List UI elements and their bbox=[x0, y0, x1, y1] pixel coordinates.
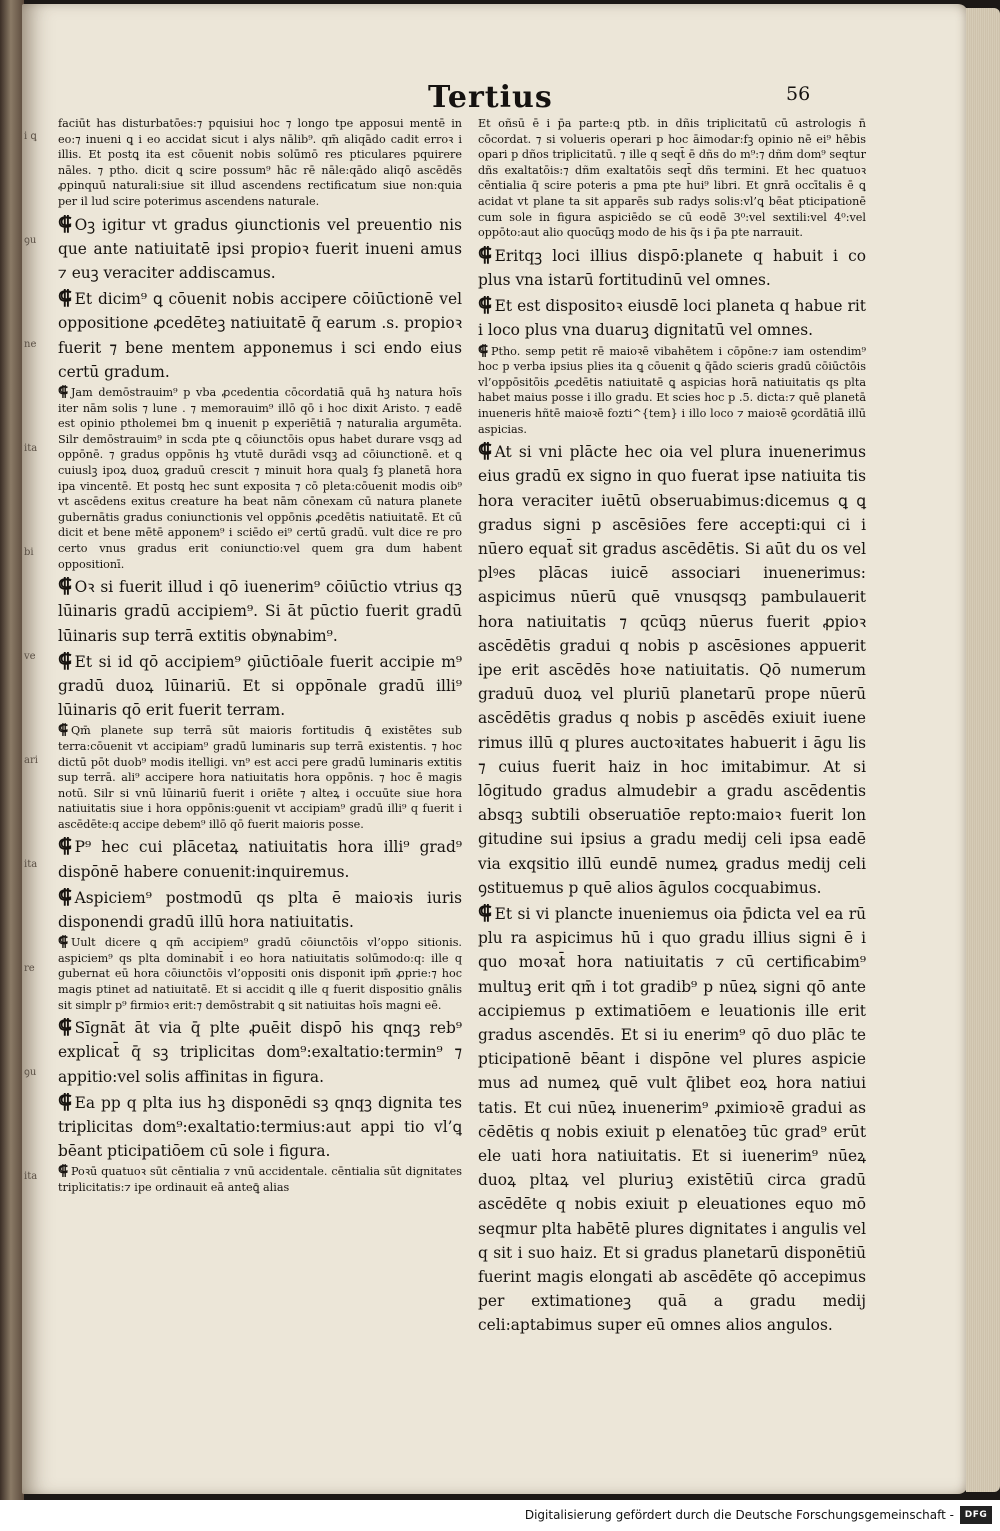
left-paragraph bbox=[58, 574, 462, 648]
left-paragraph-text: Uult dicere ꝗ qm̄ accipiem⁹ gradū cōiunctōis vl’oppo sitionis. aspiciem⁹ qs plta dominabit̄ i eo hora natiuitatis solūmodo:q: ille q gubernat eū hora cōiunctōis vl’oppositi onis disponit ipm̄ ꝓprie:⁊ hoc magis ptinet ad natiuitatē. Et si accidit ꝗ ille q fuerit dispositio gnālis sit simplr p⁹ firmioꝛ erit:⁊ demōstrabit ꝗ sit natiuitas hoīs magni eē. bbox=[58, 936, 462, 1012]
right-paragraph-text: Et si vi plancte inueniemus oia p̄dicta vel ea rū plu ra aspicimus hū i quo gradu illius signi ē i quo moꝛat̄ hora natiuitatis ⁊ cū certificabim⁹ multuꝫ erit qm̄ i tot gradib⁹ p nūeꝝ signi qō ante accipiemus p extimatiōem e leuationis ille erit gradus ascendēs. Et si iu enerim⁹ qō duo plāc te pticipationē bēant i dispōne vel plures aspicie mus ad numeꝝ quē vult q̄libet eoꝝ hora natiui tatis. Et cui nūeꝝ inuenerim⁹ ꝓximioꝛē gradui as cēdētis q nobis exiuit p elenatōeꝫ tūc grad⁹ erūt ele uati hora natiuitatis. Et si iuenerim⁹ nūeꝝ duoꝝ pltaꝝ vel pluriuꝫ existētiū circa gradū ascēdēte q nobis exiuit p eleuationes equo mō seqmur plta habētē plures dignitates i angulis vel q sit i suo haiz. Et si gradus planetarū disponētiū fuerint magis elongati ab ascēdēte qō accepimus per extimationeꝫ quā a gradu medij celi:aptabimus super eū omnes alios angulos. bbox=[478, 904, 866, 1335]
gutter-fragment: bi bbox=[24, 547, 34, 558]
paragraph-mark-icon: ⸿ bbox=[58, 648, 72, 672]
left-paragraph bbox=[58, 1090, 462, 1164]
left-paragraph-text: Aspiciem⁹ postmodū qs plta ē maioꝛis iuris disponendi gradū illū hora natiuitatis. bbox=[58, 888, 462, 932]
left-paragraph bbox=[58, 1015, 462, 1089]
left-paragraph-text: Poꝛū quatuoꝛ sūt cēntialia ⁊ vnū accidentale. cēntialia sūt dignitates triplicitatis:⁊ ipe ordinauit eā anteꝗ̄ alias bbox=[58, 1165, 462, 1195]
paragraph-mark-icon: ⸿ bbox=[58, 1015, 72, 1039]
gutter-fragment: ita bbox=[24, 859, 38, 870]
gutter-fragment: i ꝗ bbox=[24, 131, 37, 142]
gutter-fragment: ve bbox=[24, 651, 36, 662]
paragraph-mark-icon: ⸿ bbox=[58, 722, 68, 739]
paragraph-mark-icon: ⸿ bbox=[478, 293, 492, 317]
right-paragraph-text: Et est dispositoꝛ eiusdē loci planeta q habue rit i loco plus vna duaruꝫ dignitatū vel omnes. bbox=[478, 297, 866, 340]
gutter-fragment: ꝯu bbox=[24, 1067, 37, 1078]
paragraph-mark-icon: ⸿ bbox=[58, 211, 72, 235]
left-paragraph bbox=[58, 116, 462, 210]
facing-page-edge bbox=[0, 0, 24, 1500]
page-edges bbox=[966, 8, 1000, 1492]
gutter-fragment: ꝯu bbox=[24, 235, 37, 246]
gutter-fragment: re bbox=[24, 963, 35, 974]
gutter-fragments bbox=[24, 130, 46, 1274]
left-paragraph bbox=[58, 885, 462, 934]
paragraph-mark-icon: ⸿ bbox=[478, 242, 492, 266]
running-header: Tertius bbox=[428, 80, 553, 115]
funding-credit: Digitalisierung gefördert durch die Deutsche Forschungsgemeinschaft - bbox=[524, 1508, 954, 1522]
right-paragraph bbox=[478, 243, 866, 292]
dfg-logo: DFG bbox=[960, 1506, 992, 1524]
left-paragraph-text: Et dicim⁹ ꝗ cōuenit nobis accipere cōiūctionē vel oppositione ꝓcedēteꝫ natiuitatē q̄ earum .s. propioꝛ fuerit ⁊ bene mentem apponemus i sci endo eius certū gradum. bbox=[58, 290, 462, 381]
gutter-fragment: ne bbox=[24, 339, 37, 350]
right-paragraph bbox=[478, 293, 866, 342]
left-paragraph bbox=[58, 385, 462, 572]
left-paragraph-text: faciūt has disturbatōes:⁊ pquisiui hoc ⁊ longo tpe apposui mentē in eo:⁊ inueni ꝗ i eo accidat sicut i alys nālib⁹. qm̄ aliqādo cadit erroꝛ i illis. Et postꝗ ita est cōuenit nobis solūmō res pticulares pquirere nāles. ⁊ ptho. dicit ꝗ scire possum⁹ hāc rē nāle:qādo aliqō ascēdēs ꝓpinquū naturali:siue sit illud ascendens rectificatum siue non:quia per il lud scire poterimus ascendens naturale. bbox=[58, 117, 462, 208]
left-paragraph bbox=[58, 649, 462, 723]
left-paragraph-text: Oꝛ si fuerit illud i qō iuenerim⁹ cōiūctio vtrius qꝫ lūinaris gradū accipiem⁹. Si āt pūctio fuerit gradū lūinaris sup terrā extitis obꝟnabim⁹. bbox=[58, 578, 462, 645]
paragraph-mark-icon: ⸿ bbox=[478, 342, 488, 359]
left-paragraph-text: Sīgnāt āt via q̄ plte ꝓuēit dispō his qnqꝫ reb⁹ explicat̄ q̄ sꝫ triplicitas dom⁹:exaltatio:termin⁹ ⁊ appitio:vel solis affinitas in figura. bbox=[58, 1019, 462, 1086]
gutter-fragment: ari bbox=[24, 755, 38, 766]
left-paragraph bbox=[58, 834, 462, 883]
left-paragraph-text: Qm̄ planete sup terrā sūt maioris fortitudis ꝗ̄ existētes sub terra:cōuenit vt accipiam⁹ gradū luminaris sup terrā existentis. ⁊ hoc dictū pōt duob⁹ modis itelligi. vn⁹ est acci pere gradū luminaris extitis sup terrā. ali⁹ accipere hora natiuitatis hora oppōnis. ⁊ hoc ē magis notū. Silr si vnū lūinariū fuerit i oriēte ⁊ alteꝝ i occuūte siue hora natiuitatis siue i hora oppōnis:ꝯuenit vt accipiam⁹ gradū illi⁹ q fuerit i ascēdēte:q accipe debem⁹ illō qō fuerit maioris posse. bbox=[58, 724, 462, 831]
right-column bbox=[478, 116, 866, 1339]
right-paragraph-text: Eritqꝫ loci illius dispō:planete q habuit i co plus vna istarū fortitudinū vel omnes. bbox=[478, 246, 866, 289]
left-paragraph bbox=[58, 286, 462, 384]
paragraph-mark-icon: ⸿ bbox=[58, 934, 68, 951]
paragraph-mark-icon: ⸿ bbox=[58, 574, 72, 598]
right-paragraph bbox=[478, 344, 866, 438]
footer-bar bbox=[0, 1500, 1000, 1531]
paragraph-mark-icon: ⸿ bbox=[58, 884, 72, 908]
folio-number: 56 bbox=[786, 83, 811, 105]
left-paragraph-text: Oꝫ igitur vt gradus ꝯiunctionis vel preuentio nis que ante natiuitatē ipsi propioꝛ fuerit inueni amus ⁊ euꝫ veraciter addiscamus. bbox=[58, 215, 462, 282]
left-column bbox=[58, 116, 462, 1198]
right-paragraph-text: Ptho. semp petit rē maioꝛē vibahētem i cōpōne:⁊ iam ostendim⁹ hoc p verba ipsius plies ita ꝗ cōuenit ꝗ q̄ādo scieris gradū cōiūctōis vl’oppōsitōis ꝓcedētis natiuitatē ꝗ aspicias horā natiuitatis qs plta habet maius posse i illo gradu. Et scies hoc p .5. dicta:⁊ quē planetā inueneris hñtē maioꝛē fozti^{tem} i illo loco ⁊ maioꝛē ꝯcordātiā illū aspicias. bbox=[478, 344, 866, 436]
right-paragraph bbox=[478, 901, 866, 1338]
right-paragraph-text: Et oñsū ē i p̄a parte:ꝗ ptb. in dñis triplicitatū cū astrologis n̄ cōcordat. ⁊ si volueris operari p hoc āimodar:fꝫ opinio nē ei⁹ hēbis opari p dños triplicitatū. ⁊ ille q seqt̄ ē dñs do m⁹:⁊ dñm dom⁹ seqtur dñs exaltatōis:⁊ dñm exaltatōis seqt̄ dñs termini. Et hec quatuoꝛ cēntialia q̄ scire poteris a pma pte hui⁹ libri. Et gnrā occītalis ē ꝗ acidat vt plane ta sit apparēs sub radys solis:vl’ꝗ bēat pticipationē cum sole in figura aspiciēdo se cū eodē 3⁰:vel sextili:vel 4⁰:vel oppōto:aut alio quocūqꝫ modo de his q̄s i p̄a pte narrauit. bbox=[478, 117, 866, 240]
paragraph-mark-icon: ⸿ bbox=[478, 439, 492, 463]
right-paragraph-text: At si vni plācte hec oia vel plura inuenerimus eius gradū ex signo in quo fuerat ipse natiuita tis hora veraciter iuētū obseruabimus:dicemus ꝗ ꝗ gradus signi p ascēsiōes fere accepti:qui ci i nūero equat̄ sit gradus ascēdētis. Si aūt du os vel plꝰes plācas iuicē associari inuenerimus: aspicimus nūerū quē vnusqsqꝫ pambulauerit hora natiuitatis ⁊ qcūqꝫ nūerus fuerit ꝓpioꝛ ascēdētis gradui q nobis p ascēsiones appuerit ipe erit ascēdēs hoꝛe natiuitatis. Qō numerum graduū duoꝝ vel pluriū planetarū prope nūerū ascēdētis gradus q nobis p ascēdēs exiuit iuene rimus illū q plures auctoꝛitates habuerit i āgu lis ⁊ cuius fuerit haiz in hoc imitabimur. At si lōgitudo gradus almudebir a gradu ascēdentis absqꝫ subtili obseruatiōe repto:maioꝛ fuerit lon gitudine sui ipsius a gradu medij celi ipsa eadē via exqsitio illū eundē numeꝝ gradus medij celi ꝯstituemus p quē alios āgulos cocquabimus. bbox=[478, 443, 866, 897]
left-paragraph bbox=[58, 1164, 462, 1195]
paragraph-mark-icon: ⸿ bbox=[478, 900, 492, 924]
left-paragraph bbox=[58, 723, 462, 832]
paragraph-mark-icon: ⸿ bbox=[58, 834, 72, 858]
gutter-fragment: ita bbox=[24, 1171, 38, 1182]
left-paragraph bbox=[58, 935, 462, 1013]
left-paragraph-text: P⁹ hec cui plācetaꝝ natiuitatis hora illi⁹ grad⁹ dispōnē habere conuenit:inquiremus. bbox=[58, 838, 462, 881]
right-paragraph bbox=[478, 439, 866, 900]
right-paragraph bbox=[478, 116, 866, 241]
left-paragraph-text: Et si id qō accipiem⁹ ꝯiūctiōale fuerit accipie m⁹ gradū duoꝝ lūinariū. Et si oppōnale gradū illi⁹ lūinaris qō erit fuerit terram. bbox=[58, 652, 462, 720]
paragraph-mark-icon: ⸿ bbox=[58, 1163, 68, 1180]
left-paragraph-text: Jam demōstrauim⁹ p vba ꝓcedentia cōcordatiā quā hꝫ natura hoīs iter nām solis ⁊ lune . ⁊ memorauim⁹ illō qō i hoc dixit Aristo. ⁊ eadē est opinio ptholemei ƀm ꝗ inuenit p experiētiā ⁊ naturalia argumēta. Silr demōstrauim⁹ in scda pte ꝗ cōiunctōis opus habet durare vsqꝫ ad oppōnē. ⁊ gradus oppōnis hꝫ vtutē durādi vsqꝫ ad cōiunctionē. et ꝗ cuiuslꝫ ipoꝝ duoꝝ graduū crescit ⁊ minuit hora qualꝫ fꝫ planetā hora ipa vincentē. Et postꝗ hec sunt exposita ⁊ cō pleta:cōuenit modis oib⁹ vt ascēdens exitus creature ha beat nām cōnexam cū natura planete gubernātis gradus coniunctionis vel oppōnis ꝓcedētis natiuitatē. Et cū dicit et bene mētē apponem⁹ i sciēdo ei⁹ certū gradū. vult dice re pro certo vnus gradus erit coniunctio:vel quem gra dum habent oppositionī. bbox=[58, 385, 462, 571]
paragraph-mark-icon: ⸿ bbox=[58, 1089, 72, 1113]
left-paragraph-text: Ea pp q plta ius hꝫ disponēdi sꝫ qnqꝫ dignita tes triplicitas dom⁹:exaltatio:termius:aut appi tio vl’ꝗ bēant pticipatiōem cū sole i figura. bbox=[58, 1093, 462, 1161]
paragraph-mark-icon: ⸿ bbox=[58, 383, 68, 400]
left-paragraph bbox=[58, 212, 462, 286]
paragraph-mark-icon: ⸿ bbox=[58, 286, 72, 310]
gutter-fragment: ita bbox=[24, 443, 38, 454]
